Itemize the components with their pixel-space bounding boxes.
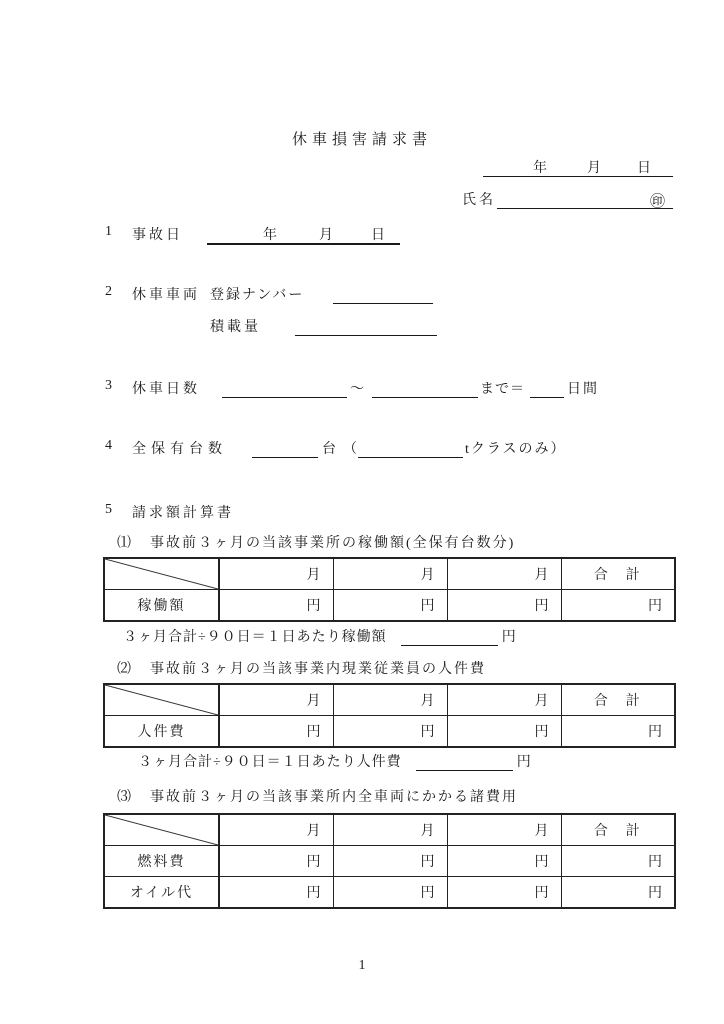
table-row xyxy=(104,877,675,909)
section5-number: 5 xyxy=(105,502,112,517)
month-header: 月 xyxy=(333,814,447,846)
total-header: 合 計 xyxy=(561,814,675,846)
header-day-label: 日 xyxy=(637,161,651,176)
row-label: 稼働額 xyxy=(104,590,219,622)
tilde-separator: ～ xyxy=(350,382,364,397)
load-capacity-label: 積載量 xyxy=(210,320,261,335)
idle-days-from-blank-line xyxy=(222,378,347,398)
row-label: オイル代 xyxy=(104,877,219,909)
idle-days-count-blank-line xyxy=(530,378,564,398)
subsection1-number: ⑴ xyxy=(117,536,131,551)
name-blank-line xyxy=(497,189,673,209)
subsection2-title: 事故前３ヶ月の当該事業内現業従業員の人件費 xyxy=(150,662,486,677)
diagonal-line xyxy=(105,815,218,845)
section-idle-vehicle-capacity xyxy=(0,316,724,338)
section4-number: 4 xyxy=(105,438,112,453)
tonnage-class-suffix: tクラスのみ） xyxy=(465,442,567,457)
table-row xyxy=(104,590,675,622)
accident-month-label: 月 xyxy=(319,228,333,243)
header-month-label: 月 xyxy=(587,161,601,176)
accident-year-label: 年 xyxy=(263,228,277,243)
section-fleet-size xyxy=(0,438,724,460)
month-header: 月 xyxy=(447,814,561,846)
month-header: 月 xyxy=(219,814,333,846)
tonnage-class-blank-line xyxy=(358,438,463,458)
days-suffix-label: 日間 xyxy=(567,382,599,397)
yen-cell: 円 xyxy=(447,590,561,622)
header-year-label: 年 xyxy=(533,161,547,176)
name-label: 氏名 xyxy=(462,193,496,208)
operating-revenue-table xyxy=(103,557,676,622)
yen-cell: 円 xyxy=(219,877,333,909)
daily-revenue-note-text: ３ヶ月合計÷９０日＝１日あたり稼働額 xyxy=(123,630,387,645)
yen-cell: 円 xyxy=(561,590,675,622)
diagonal-line xyxy=(105,559,218,589)
name-line xyxy=(0,189,724,211)
subsection3-title: 事故前３ヶ月の当該事業所内全車両にかかる諸費用 xyxy=(150,790,518,805)
section1-label: 事故日 xyxy=(132,228,183,243)
diagonal-header-cell xyxy=(104,558,219,590)
month-header: 月 xyxy=(333,684,447,716)
load-capacity-blank-line xyxy=(295,316,437,336)
subsection2-heading xyxy=(0,658,724,680)
section-idle-days xyxy=(0,378,724,400)
idle-days-to-blank-line xyxy=(372,378,478,398)
table-row xyxy=(104,846,675,877)
yen-cell: 円 xyxy=(333,716,447,748)
table-header-row xyxy=(104,558,675,590)
month-header: 月 xyxy=(219,684,333,716)
month-header: 月 xyxy=(447,684,561,716)
subsection2-number: ⑵ xyxy=(117,662,131,677)
diagonal-header-cell xyxy=(104,814,219,846)
section-claim-calculation xyxy=(0,502,724,524)
registration-number-blank-line xyxy=(333,284,433,304)
section4-label: 全保有台数 xyxy=(132,442,227,457)
section5-label: 請求額計算書 xyxy=(132,506,234,521)
yen-cell: 円 xyxy=(561,846,675,877)
month-header: 月 xyxy=(219,558,333,590)
yen-cell: 円 xyxy=(333,846,447,877)
header-date-blank-line xyxy=(483,157,673,177)
month-header: 月 xyxy=(447,558,561,590)
daily-revenue-blank-line xyxy=(401,628,498,646)
month-header: 月 xyxy=(333,558,447,590)
subsection1-title: 事故前３ヶ月の当該事業所の稼働額(全保有台数分) xyxy=(150,536,516,551)
yen-cell: 円 xyxy=(561,877,675,909)
yen-unit-label: 円 xyxy=(516,755,532,770)
table-row xyxy=(104,716,675,748)
diagonal-header-cell xyxy=(104,684,219,716)
subsection3-number: ⑶ xyxy=(117,790,131,805)
table-header-row xyxy=(104,684,675,716)
subsection1-heading xyxy=(0,532,724,554)
section2-number: 2 xyxy=(105,284,112,299)
section1-number: 1 xyxy=(105,224,112,239)
yen-cell: 円 xyxy=(447,716,561,748)
yen-cell: 円 xyxy=(219,716,333,748)
subsection3-heading xyxy=(0,786,724,808)
yen-cell: 円 xyxy=(561,716,675,748)
yen-unit-label: 円 xyxy=(501,630,517,645)
accident-date-blank-line xyxy=(207,224,400,245)
section3-number: 3 xyxy=(105,378,112,393)
table-header-row xyxy=(104,814,675,846)
yen-cell: 円 xyxy=(447,877,561,909)
section-accident-date xyxy=(0,224,724,246)
document-title: 休車損害請求書 xyxy=(291,132,432,148)
daily-labor-blank-line xyxy=(416,753,513,771)
seal-stamp-mark: ㊞ xyxy=(649,194,665,210)
row-label: 人件費 xyxy=(104,716,219,748)
yen-cell: 円 xyxy=(219,590,333,622)
until-equals-label: まで＝ xyxy=(480,382,525,397)
accident-day-label: 日 xyxy=(371,228,385,243)
total-header: 合 計 xyxy=(561,558,675,590)
yen-cell: 円 xyxy=(219,846,333,877)
total-header: 合 計 xyxy=(561,684,675,716)
paren-open: （ xyxy=(343,442,357,457)
daily-labor-note xyxy=(138,751,532,771)
yen-cell: 円 xyxy=(333,590,447,622)
vehicle-expenses-table xyxy=(103,813,676,909)
fleet-count-blank-line xyxy=(252,438,318,458)
diagonal-line xyxy=(105,685,218,715)
labor-cost-table xyxy=(103,683,676,748)
yen-cell: 円 xyxy=(333,877,447,909)
row-label: 燃料費 xyxy=(104,846,219,877)
page-number: 1 xyxy=(358,958,366,973)
daily-labor-note-text: ３ヶ月合計÷９０日＝１日あたり人件費 xyxy=(138,755,402,770)
yen-cell: 円 xyxy=(447,846,561,877)
unit-label: 台 xyxy=(322,442,336,457)
section2-label: 休車車両 xyxy=(132,288,200,303)
daily-revenue-note xyxy=(123,626,517,646)
section3-label: 休車日数 xyxy=(132,382,200,397)
registration-number-label: 登録ナンバー xyxy=(210,288,305,303)
section-idle-vehicle xyxy=(0,284,724,306)
